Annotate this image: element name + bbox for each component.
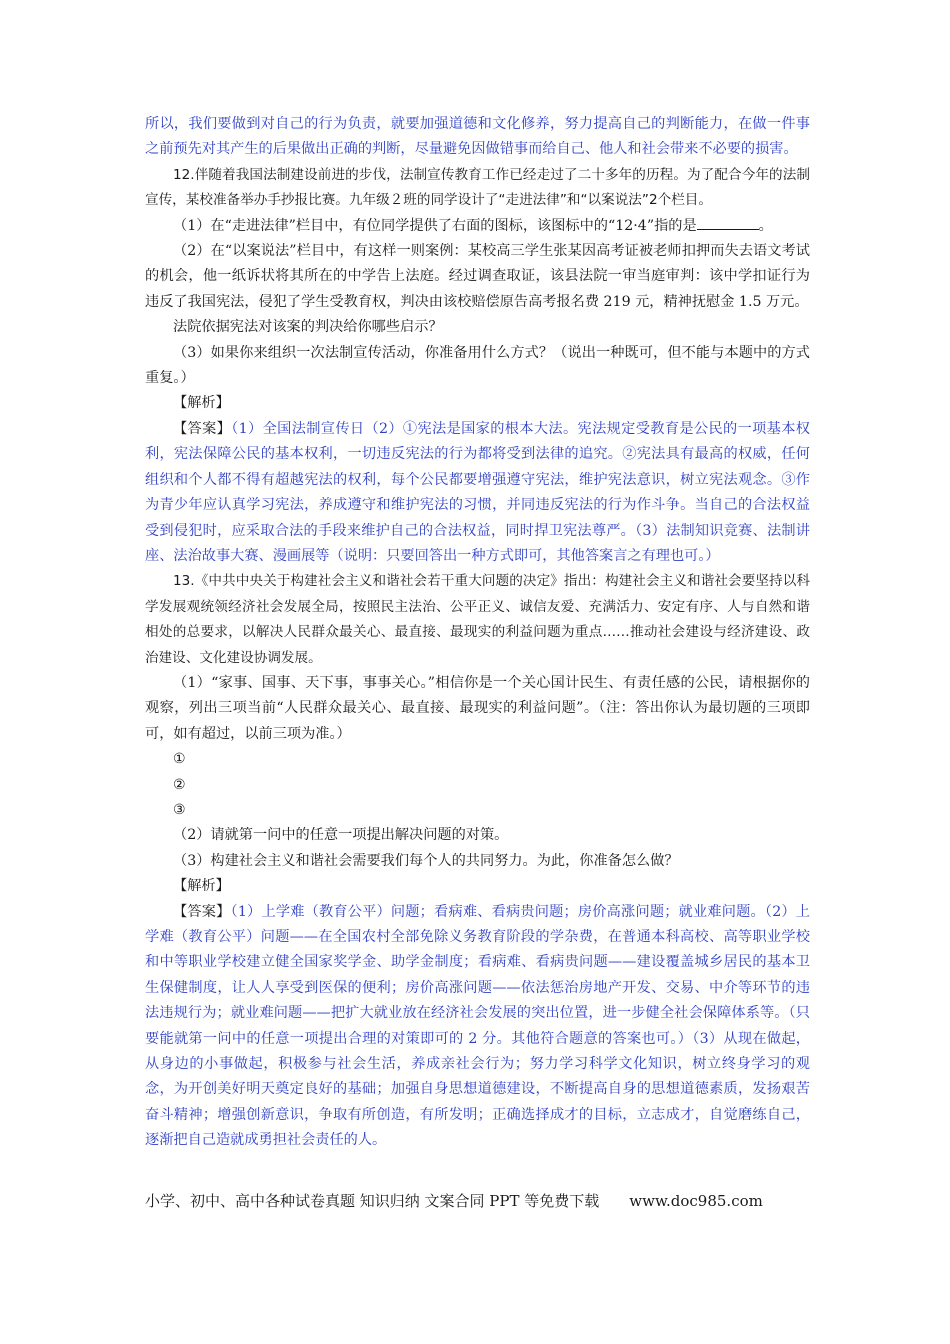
footer-text: 小学、初中、高中各种试卷真题 知识归纳 文案合同 PPT 等免费下载 — [145, 1192, 600, 1210]
q13-analysis-label: 【解析】 — [173, 878, 230, 895]
intro-paragraph: 所以，我们要做到对自己的行为负责，就要加强道德和文化修养，努力提高自己的判断能力，在做一件事之前预先对其产生的后果做出正确的判断，尽量避免因做错事而给自己、他人和社会带来不必要的损害。 — [145, 116, 810, 158]
q12-sub3: （3）如果你来组织一次法制宣传活动，你准备用什么方式？（说出一种既可，但不能与本题中的方式重复。） — [145, 344, 810, 387]
page-footer — [145, 1188, 810, 1214]
q13-stem: 13.《中共中央关于构建社会主义和谐社会若干重大问题的决定》指出：构建社会主义和谐社会要坚持以科学发展观统领经济社会发展全局，按照民主法治、公平正义、诚信友爱、充满活力、安定有序、人与自然和谐相处的总要求，以解决人民群众最关心、最直接、最现实的利益问题为重点……推动社会建设与经济建设、政治建设、文化建设协调发展。 — [145, 573, 810, 666]
q12-sub2: （2）在“以案说法”栏目中，有这样一则案例：某校高三学生张某因高考证被老师扣押而失去语文考试的机会，他一纸诉状将其所在的中学告上法庭。经过调查取证，该县法院一审当庭审判：该中学扣证行为违反了我国宪法，侵犯了学生受教育权，判决由该校赔偿原告高考报名费 219 元，精神抚慰金 1.5 万元。 — [145, 243, 810, 310]
q12-answer-text: （1）全国法制宣传日（2）①宪法是国家的根本大法。宪法规定受教育是公民的一项基本权利，宪法保障公民的基本权利，一切违反宪法的行为都将受到法律的追究。②宪法具有最高的权威，任何组织和个人都不得有超越宪法的权利，每个公民都要增强遵守宪法，维护宪法意识，树立宪法观念。③作为青少年应认真学习宪法，养成遵守和维护宪法的习惯，并同违反宪法的行为作斗争。当自己的合法权益受到侵犯时，应采取合法的手段来维护自己的合法权益，同时捍卫宪法尊严。（3）法制知识竞赛、法制讲座、法治故事大赛、漫画展等（说明：只要回答出一种方式即可，其他答案言之有理也可。） — [145, 420, 810, 564]
q13-answer — [145, 900, 810, 1154]
q12-answer-label: 【答案】 — [173, 420, 232, 437]
q13-sub1: （1）“家事、国事、天下事，事事关心。”相信你是一个关心国计民生、有责任感的公民，请根据你的观察，列出三项当前“人民群众最关心、最直接、最现实的利益问题”。（注：答出你认为最切题的三项即可，如有超过，以前三项为准。） — [145, 674, 810, 742]
q13-circle-2: ② — [173, 776, 186, 793]
q13-sub2: （2）请就第一问中的任意一项提出解决问题的对策。 — [173, 827, 509, 844]
q13-circle-1: ① — [173, 751, 186, 768]
q12-sub2-question: 法院依据宪法对该案的判决给你哪些启示？ — [173, 319, 443, 336]
q12-sub1-end: 。 — [758, 217, 773, 234]
answer-blank — [697, 214, 759, 230]
q13-answer-text: （1）上学难（教育公平）问题；看病难、看病贵问题；房价高涨问题；就业难问题。（2）上学难（教育公平）问题——在全国农村全部免除义务教育阶段的学杂费，在普通本科高校、高等职业学校和中等职业学校建立健全国家奖学金、助学金制度；看病难、看病贵问题——建设覆盖城乡居民的基本卫生保健制度，让人人享受到医保的便利；房价高涨问题——依法惩治房地产开发、交易、中介等环节的违法违规行为；就业难问题——把扩大就业放在经济社会发展的突出位置，进一步健全社会保障体系等。（只要能就第一问中的任意一项提出合理的对策即可的 2 分。其他符合题意的答案也可。）（3）从现在做起，从身边的小事做起，积极参与社会生活，养成亲社会行为；努力学习科学文化知识，树立终身学习的观念，为开创美好明天奠定良好的基础；加强自身思想道德建设，不断提高自身的思想道德素质，发扬艰苦奋斗精神；增强创新意识，争取有所创造，有所发明；正确选择成才的目标，立志成才，自觉磨练自己，逐渐把自己造就成勇担社会责任的人。 — [145, 903, 810, 1149]
q12-answer — [145, 417, 810, 569]
q12-stem: 12.伴随着我国法制建设前进的步伐，法制宣传教育工作已经走过了二十多年的历程。为了配合今年的法制宣传，某校准备举办手抄报比赛。九年级２班的同学设计了“走进法律”和“以案说法”2个栏目。 — [145, 166, 810, 209]
footer-url[interactable]: www.doc985.com — [629, 1192, 763, 1210]
q13-sub3: （3）构建社会主义和谐社会需要我们每个人的共同努力。为此，你准备怎么做？ — [173, 852, 679, 869]
q12-sub1 — [145, 214, 810, 239]
document-body — [145, 112, 810, 1154]
q13-circle-3: ③ — [173, 801, 186, 818]
q13-answer-label: 【答案】 — [173, 903, 231, 920]
q12-sub1-text: （1）在“走进法律”栏目中，有位同学提供了右面的图标，该图标中的“12·4”指的是 — [173, 217, 697, 234]
q12-analysis-label: 【解析】 — [173, 395, 230, 412]
